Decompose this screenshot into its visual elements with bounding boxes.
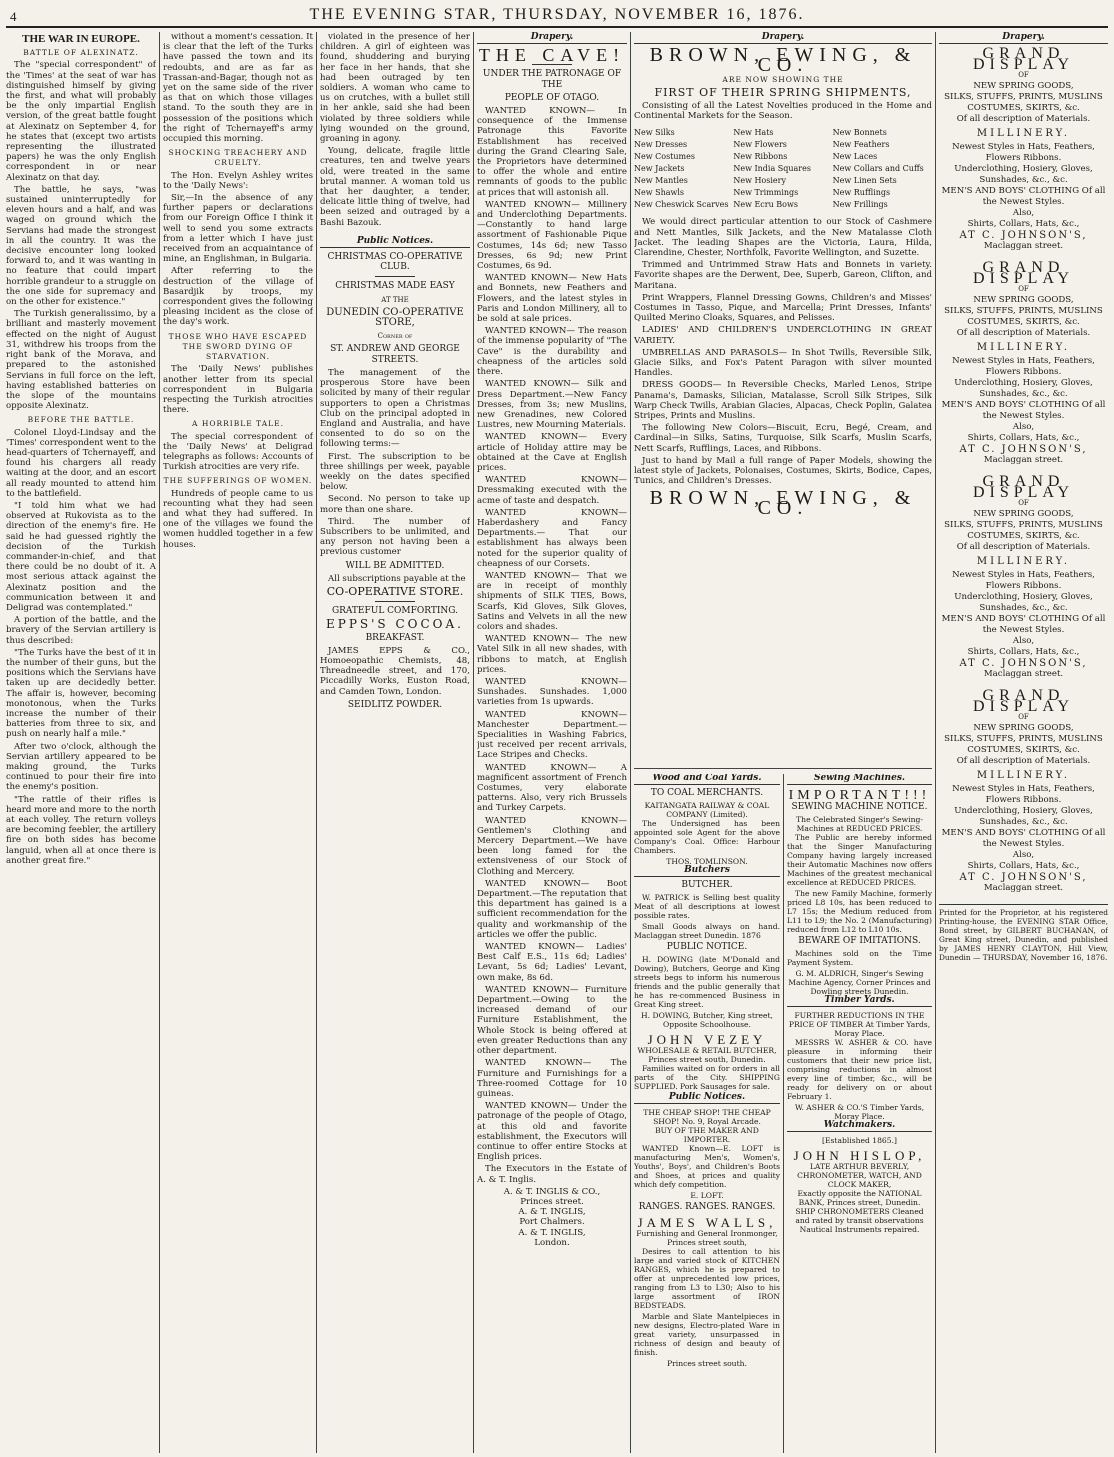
atrocity-paragraph: The Hon. Evelyn Ashley writes to the 'Daily News': [163,170,313,191]
wanted-known: WANTED KNOWN— The reason of the immense popularity of "The Cave" is the durability and cheapness of the articles sold there. [477,326,627,378]
brown-ewing-paragraph: We would direct particular attention to our Stock of Cashmere and Nett Mantles, Silk Jackets, and the New Matalasse Cloth Jacket. The leading Shapes are the Victoria, Laura, Hilda, Clarendine, Chester, Northfolk, Favorite Wellington, and Suzette. [634,217,932,259]
column-brown-ewing [634,32,932,767]
xmas-title: CHRISTMAS CO-OPERATIVE CLUB. [327,252,463,273]
grand-display-atc: AT C. JOHNSON'S, [959,658,1088,670]
atrocity-paragraph: After referring to the destruction of the village of Basardjik by troops, my correspondent gives the following pleasing incident as the close of the day's work. [163,266,313,328]
grand-display-under: Underclothing, Hosiery, Gloves, Sunshades, &c., &c. [954,378,1093,400]
grand-display-shirts: Shirts, Collars, Hats, &c., [967,219,1080,230]
ad-title: JOHN HISLOP, [793,1148,926,1163]
grand-display-shirts: Shirts, Collars, Hats, &c., [967,647,1080,658]
brown-ewing-paragraph: Just to hand by Mail a full range of Paper Models, showing the latest style of Jackets, Polonaises, Costumes, Skirts, Bodice, Capes, Tunics, and Children's Dresses. [634,455,932,487]
ad-signature: H. DOWING, Butcher, King street, Opposite Schoolhouse. [641,1011,773,1029]
column-coal-butchers [634,774,780,1453]
ad-title: JOHN VEZEY [647,1032,767,1047]
ad-line: Princes street south. [667,1359,747,1368]
grand-display-all: Of all description of Materials. [956,114,1091,125]
wanted-known: WANTED KNOWN— Dressmaking executed with the acme of taste and despatch. [477,475,627,506]
cave-patronage: PEOPLE OF OTAGO. [504,92,600,103]
brown-ewing-paragraph: DRESS GOODS— In Reversible Checks, Marled Lenos, Stripe Panama's, Damasks, Silician, Matalasse, Scroll Silk Stripes, Silk Warp Check Twills, Arabian Glacies, Alpacas, Check Poplin, Galatea Stripes, Prints and Muslins. [634,380,932,422]
ad-line: The Celebrated Singer's Sewing-Machines at REDUCED PRICES. [796,815,923,833]
ad-paragraph: Desires to call attention to his large and varied stock of KITCHEN RANGES, which he is prepared to offer at unprecedented low prices, ranging from L3 to L30; Also to his large assortment of IRON BEDSTEADS. [634,1247,780,1310]
grand-display-mill: MILLINERY. [976,770,1071,782]
section-heading: Public Notices. [320,236,470,248]
section-heading: Wood and Coal Yards. [634,774,780,785]
novelty-item: New Jackets [634,164,685,174]
grand-display-gd: GRAND DISPLAY [972,45,1075,74]
section-heading: Drapery. [939,32,1108,44]
grand-display-gd: GRAND DISPLAY [972,259,1075,288]
imprint: Printed for the Proprietor, at his registered Printing-house, the EVENING STAR Office, Bond street, by GILBERT BUCHANAN, of Great King street, Dunedin, and published by JAMES HENRY CLAYTON, Hill View, Dunedin — THURSDAY, November 16, 1876. [939,904,1108,962]
xmas-line: AT THE [381,295,409,304]
grand-display-under: Underclothing, Hosiery, Gloves, Sunshades, &c., &c. [954,164,1093,186]
ad-signature: E. LOFT. [690,1191,724,1200]
wanted-known: WANTED KNOWN— That we are in receipt of monthly shipments of SILK TIES, Bows, Scarfs, Kid Gloves, Silk Gloves, Satins and Velvets in all the new colors and shades. [477,570,627,632]
masthead-title: THE EVENING STAR, THURSDAY, NOVEMBER 16, 1876. [309,6,805,23]
ad-signature: THOS. TOMLINSON. [666,857,748,866]
grand-display-nsg: NEW SPRING GOODS, [973,295,1074,306]
ad-title: PUBLIC NOTICE. [666,942,748,952]
grand-display-silks: SILKS, STUFFS, PRINTS, MUSLINS COSTUMES, SKIRTS, &c. [944,92,1103,114]
brown-ewing-paragraph: Print Wrappers, Flannel Dressing Gowns, Children's and Misses' Costumes in Tasso, Pique, and Marcella; Print Dresses, Infants' Quilted Merino Cloaks, Squares, and Pelisses. [634,292,932,324]
ad-title: JAMES WALLS, [637,1215,777,1230]
wanted-known: WANTED KNOWN— A magnificent assortment of French Costumes, very elaborate patterns. Also, very rich Brussels and Turkey Carpets. [477,762,627,814]
grand-display-all: Of all description of Materials. [956,542,1091,553]
novelty-item: New Linen Sets [832,176,897,186]
column-rule [159,32,160,1453]
grand-display-mac: Maclaggan street. [983,669,1064,680]
ad-line: LATE ARTHUR BEVERLY, CHRONOMETER, WATCH, AND CLOCK MAKER, [797,1162,922,1189]
signature: A. & T. INGLIS, [518,1207,586,1218]
grand-display-all: Of all description of Materials. [956,328,1091,339]
grand-display-nsg: NEW SPRING GOODS, [973,723,1074,734]
ad-title: RANGES. RANGES. RANGES. [638,1202,776,1212]
ad-paragraph: Machines sold on the Time Payment System. [787,949,932,967]
section-heading: Sewing Machines. [787,774,932,785]
brown-ewing-paragraph: The following New Colors—Biscuit, Ecru, Begé, Cream, and Cardinal—in Silks, Satins, Turquoise, Silk Scarfs, Muslin Scarfs, Nett Scarfs, Rufflings, Laces, and Ribbons. [634,423,932,454]
grand-display-also: Also, [1012,208,1035,219]
grand-display-of: OF [1018,499,1029,508]
ad-line: THE CHEAP SHOP! THE CHEAP SHOP! No. 9, Royal Arcade. [643,1108,771,1126]
grand-display-newest: Newest Styles in Hats, Feathers, Flowers Ribbons. [952,570,1095,592]
seidlitz-title: SEIDLITZ POWDER. [347,699,443,710]
columns [6,28,1108,1453]
cocoa-address: JAMES EPPS & CO., Homoeopathic Chemists, 48, Threadneedle street, and 170, Piccadilly Works, Euston Road, and Camden Town, London. [320,645,470,697]
ad-title: SEWING MACHINE NOTICE. [791,802,928,812]
ad-paragraph: H. DOWING (late M'Donald and Dowing), Butchers, George and King streets begs to inform his numerous friends and the public generally that he has re-commenced Business in Great King street. [634,955,780,1009]
ad-title: IMPORTANT!!! [788,788,931,803]
wanted-known: WANTED KNOWN— In consequence of the Immense Patronage this Favorite Establishment has received during the Grand Clearing Sale, the Proprietors have determined to offer the whole and entire remnants of goods to the public at prices that will astonish all. [477,106,627,198]
ad-line: SHIP CHRONOMETERS Cleaned and rated by transit observations Nautical Instruments repaired. [795,1207,924,1234]
atrocity-paragraph: Young, delicate, fragile little creatures, ten and twelve years old, were treated in the same brutal manner. A woman told us that her daughter, a tender, delicate little thing of twelve, had been seized and outraged by a Bashi Bazouk. [320,146,470,228]
wanted-known: WANTED KNOWN— Gentlemen's Clothing and Mercery Department.—We have been long famed for the extensiveness of our Stock of Clothing and Mercery. [477,815,627,877]
column-rule [783,774,784,1453]
column-rule [473,32,474,1453]
xmas-line: Corner of [377,332,413,341]
grand-display-also: Also, [1012,422,1035,433]
grand-display-shirts: Shirts, Collars, Hats, &c., [967,433,1080,444]
novelty-item: New Hosiery [733,176,786,186]
grand-display-all: Of all description of Materials. [956,756,1091,767]
ad-title: BUTCHER. [681,880,733,890]
column-rule [630,32,631,1453]
atrocity-paragraph: without a moment's cessation. It is clear that the left of the Turks have passed the town and its redoubts, and are as far as Trassan-and-Bagar, though not as yet on the same side of the river as that on which those villages stand. To the south they are in possession of the positions which the right of Tchernayeff's army occupied this morning. [163,32,313,145]
grand-display-block [939,473,1108,680]
wanted-known: WANTED KNOWN— Haberdashery and Fancy Departments.— That our establishment has always been noted for the superior quality of cheapness of our Corsets. [477,507,627,569]
section-heading: Timber Yards. [787,996,932,1007]
atrocity-subhead: SHOCKING TREACHERY AND CRUELTY. [168,148,308,168]
grand-display-mill: MILLINERY. [976,128,1071,140]
wanted-known: WANTED KNOWN— The Furniture and Furnishings for a Three-roomed Cottage for 10 guineas. [477,1058,627,1099]
war-paragraph: A portion of the battle, and the bravery of the Servian artillery is thus described: [6,615,156,646]
grand-display-shirts: Shirts, Collars, Hats, &c., [967,861,1080,872]
column-sewing-timber [787,774,932,1453]
grand-display-silks: SILKS, STUFFS, PRINTS, MUSLINS COSTUMES, SKIRTS, &c. [944,734,1103,756]
grand-display-newest: Newest Styles in Hats, Feathers, Flowers Ribbons. [952,142,1095,164]
cocoa-line: BREAKFAST. [365,632,425,643]
grand-display-mac: Maclaggan street. [983,883,1064,894]
section-heading: Butchers [634,866,780,877]
column-public-notices [320,32,470,1453]
brown-ewing-title: BROWN, EWING, & CO. [649,486,917,519]
novelty-item: New Frillings [832,200,888,210]
novelty-item: New Costumes [634,152,695,162]
grand-display-mens: MEN'S AND BOYS' CLOTHING Of all the Newest Styles. [941,186,1106,208]
ad-line: FURTHER REDUCTIONS IN THE PRICE OF TIMBER At Timber Yards, Moray Place. [788,1011,931,1038]
war-paragraph: The Turkish generalissimo, by a brilliant and masterly movement effected on the night of August 31, withdrew his troops from the right bank of the Morava, and prepared to the astonished Servians in full force on the left, having established batteries on the slope of the mountains opposite Alexinatz. [6,309,156,412]
ad-paragraph: Small Goods always on hand. Maclaggan street Dunedin. 1876 [634,922,780,940]
signature: A. & T. INGLIS, [518,1227,586,1238]
wanted-known: WANTED KNOWN— Boot Department.—The reputation that this department has gained is a sufficient recommendation for the quality and workmanship of the articles we offer the public. [477,878,627,940]
wanted-known: WANTED KNOWN— Under the patronage of the people of Otago, at this old and favorite establishment, the Executors will continue to offer entire Stocks at English prices. [477,1101,627,1163]
cocoa-title: EPPS'S COCOA. [326,617,464,632]
grand-display-nsg: NEW SPRING GOODS, [973,509,1074,520]
page-number: 4 [10,9,19,24]
atrocity-paragraph: Hundreds of people came to us recounting what they had seen and what they had suffered. In one of the villages we found the women huddled together in a few houses. [163,488,313,550]
section-heading: Drapery. [477,32,627,44]
grand-display-silks: SILKS, STUFFS, PRINTS, MUSLINS COSTUMES, SKIRTS, &c. [944,306,1103,328]
column-grand-display [939,32,1108,1453]
signature: Port Chalmers. [519,1217,585,1228]
brown-ewing-line: ARE NOW SHOWING THE [722,74,844,84]
ad-title: TO COAL MERCHANTS. [650,788,764,798]
novelties-column [733,127,832,211]
war-paragraph: After two o'clock, although the Servian artillery appeared to be making ground, the Turks continued to pour their fire into the enemy's position. [6,741,156,793]
signature: A. & T. INGLIS & CO., [503,1186,601,1197]
war-paragraph: The battle, he says, "was sustained uninterruptedly for eleven hours and a half, and was waged on ground which the Servians had made the strongest in all the country. It was the decisive encounter long looked forward to, and it was wanting in no feature that could impart horrible grandeur to a struggle on the one side for supremacy and on the other for existence." [6,184,156,308]
divider [375,276,415,277]
novelties-column [833,127,932,211]
grand-display-nsg: NEW SPRING GOODS, [973,81,1074,92]
cocoa-line: GRATEFUL COMFORTING. [331,606,459,617]
novelty-item: New Rufflings [832,188,891,198]
war-paragraph: "I told him what we had observed at Rukovista as to the direction of the enemy's fire. He said he had guessed rightly the decision of the Turkish commander-in-chief, and that there could be no doubt of it. A most serious attack against the Alexinatz position and the communication between it and Deligrad was contemplated." [6,500,156,613]
atrocity-subhead: THOSE WHO HAVE ESCAPED THE SWORD DYING OF STARVATION. [168,331,308,362]
ad-line: [Established 1865.] [822,1136,897,1145]
xmas-paragraph: First. The subscription to be three shillings per week, payable weekly on the dates specified below. [320,451,470,493]
grand-display-atc: AT C. JOHNSON'S, [959,230,1088,242]
brown-ewing-paragraph: Consisting of all the Latest Novelties produced in the Home and Continental Markets for the Season. [634,101,932,122]
wanted-known: WANTED KNOWN— Ladies' Best Calf E.S., 11s 6d; Ladies' Levant, 5s 6d; Ladies' Levant, own make, 8s 6d. [477,942,627,983]
xmas-line: CHRISTMAS MADE EASY [335,281,455,292]
wanted-known: WANTED KNOWN— Sunshades. Sunshades. 1,000 varieties from 1s upwards. [477,676,627,708]
xmas-admitted: WILL BE ADMITTED. [345,560,445,571]
brown-ewing-line: FIRST OF THEIR SPRING SHIPMENTS, [654,85,912,99]
xmas-paragraph: Third. The number of Subscribers to be unlimited, and any person not having been a previous customer [320,516,470,558]
grand-display-of: OF [1018,713,1029,722]
grand-display-ads [939,45,1108,894]
grand-display-gd: GRAND DISPLAY [972,687,1075,716]
war-subhead: BATTLE OF ALEXINATZ. [23,48,139,58]
novelty-item: New Ecru Bows [733,200,798,210]
grand-display-mens: MEN'S AND BOYS' CLOTHING Of all the Newest Styles. [941,614,1106,636]
section-heading: Drapery. [634,32,932,44]
xmas-store: CO-OPERATIVE STORE. [326,584,464,598]
brown-ewing-paragraph: Trimmed and Untrimmed Straw Hats and Bonnets in variety. Favorite shapes are the Derwent, Dee, Superb, Gareon, Clifton, and Maritana. [634,260,932,291]
grand-display-block [939,259,1108,466]
section-heading: Public Notices. [634,1093,780,1104]
war-headline: THE WAR IN EUROPE. [22,33,140,45]
grand-display-newest: Newest Styles in Hats, Feathers, Flowers Ribbons. [952,784,1095,806]
section-divider [634,768,932,769]
grand-display-newest: Newest Styles in Hats, Feathers, Flowers Ribbons. [952,356,1095,378]
ad-signature: W. ASHER & CO.'S Timber Yards, Moray Place. [794,1103,924,1121]
ad-paragraph: MESSRS W. ASHER & CO. have pleasure in informing their customers that their new price list, comprising reductions in almost every line of timber, &c., will be ready for delivery on or about February 1. [787,1038,932,1101]
grand-display-also: Also, [1012,636,1035,647]
novelty-item: New India Squares [733,164,811,174]
signature: Princes street. [520,1196,584,1207]
grand-display-block [939,687,1108,894]
novelty-item: New Collars and Cuffs [832,164,924,174]
grand-display-mac: Maclaggan street. [983,241,1064,252]
ad-paragraph: WANTED Known—E. LOFT is manufacturing Men's, Women's, Youths', Boys', and Children's Boots and Shoes, at prices and quality which defy competition. [634,1144,780,1189]
grand-display-atc: AT C. JOHNSON'S, [959,872,1088,884]
novelties-column [634,127,733,211]
novelty-item: New Flowers [733,140,787,150]
xmas-line: ST. ANDREW AND GEORGE STREETS. [330,344,460,365]
wanted-known: WANTED KNOWN— Manchester Department.—Specialities in Washing Fabrics, just received per recent arrivals, Lace Stripes and Checks. [477,709,627,761]
brown-ewing-title: BROWN, EWING, & CO. [649,44,917,77]
ad-paragraph: The Public are hereby informed that the Singer Manufacturing Company having largely increased their Automatic Machines now offers Machines of the greatest mechanical excellence at REDUCED PRICES. [787,833,932,887]
column-atrocities [163,32,313,1453]
grand-display-block [939,45,1108,252]
novelty-item: New Ribbons [733,152,788,162]
ad-line: Furnishing and General Ironmonger, Princes street south, [636,1229,778,1247]
brown-ewing-paragraph: UMBRELLAS AND PARASOLS— In Shot Twills, Reversible Silk, Glacie Silks, and Fox's Patent Paragon with silver mounted Handles. [634,347,932,379]
novelties-list [634,127,932,211]
ad-line: WHOLESALE & RETAIL BUTCHER, Princes street south, Dunedin. [637,1046,777,1064]
grand-display-mens: MEN'S AND BOYS' CLOTHING Of all the Newest Styles. [941,400,1106,422]
executors-note: The Executors in the Estate of A. & T. Inglis. [477,1164,627,1185]
atrocity-subhead: THE SUFFERINGS OF WOMEN. [163,476,313,486]
novelty-item: New Bonnets [832,128,887,138]
grand-display-of: OF [1018,285,1029,294]
grand-display-silks: SILKS, STUFFS, PRINTS, MUSLINS COSTUMES, SKIRTS, &c. [944,520,1103,542]
grand-display-mens: MEN'S AND BOYS' CLOTHING Of all the Newest Styles. [941,828,1106,850]
novelty-item: New Mantles [634,176,688,186]
grand-display-mill: MILLINERY. [976,556,1071,568]
atrocity-paragraph: Sir,—In the absence of any further papers or declarations from our Foreign Office I think it well to send you some extracts from a letter which I have just received from an acquaintance of mine, an Englishman, in Bulgaria. [163,193,313,265]
grand-display-also: Also, [1012,850,1035,861]
wanted-known: WANTED KNOWN— The new Vatel Silk in all new shades, with ribbons to match, at English prices. [477,634,627,675]
ad-title: BEWARE OF IMITATIONS. [798,936,921,946]
xmas-store: DUNEDIN CO-OPERATIVE STORE, [326,306,464,329]
grand-display-gd: GRAND DISPLAY [972,473,1075,502]
ad-line: BUY OF THE MAKER AND IMPORTER. [655,1126,759,1144]
column-rule [316,32,317,1453]
ad-paragraph: Marble and Slate Mantelpieces in new designs, Electro-plated Ware in great variety, unsurpassed in richness of design and beauty of finish. [634,1312,780,1357]
war-subhead: BEFORE THE BATTLE. [27,415,135,425]
grand-display-under: Underclothing, Hosiery, Gloves, Sunshades, &c., &c. [954,592,1093,614]
grand-display-of: OF [1018,71,1029,80]
cave-patronage: UNDER THE PATRONAGE OF THE [482,69,622,90]
war-paragraph: "The Turks have the best of it in the number of their guns, but the positions which the Servians have taken up are decidedly better. The affair is, however, becoming monotonous, when the Turks increase the number of their batteries from three to six, and push on nearly half a mile." [6,647,156,740]
signature: London. [534,1237,570,1248]
war-paragraph: The "special correspondent" of the 'Times' at the seat of war has distinguished himself by giving the first, and what will probably be the only impartial English version, of the great battle fought at Alexinatz on September 4, for he states that (except two artists representing the illustrated papers) he was the only English correspondent in or near Alexinatz on that day. [6,60,156,183]
masthead [6,4,1108,28]
wanted-known: WANTED KNOWN— Every article of Holiday attire may be obtained at the Cave at English prices. [477,432,627,473]
ad-signature: G. M. ALDRICH, Singer's Sewing Machine Agency, Corner Princes and Dowling streets Dunedin. [788,969,931,996]
wanted-known: WANTED KNOWN— Furniture Department.—Owing to the increased demand of our Furniture Establishment, the Whole Stock is being offered at even greater Reductions than any other department. [477,984,627,1057]
wanted-known: WANTED KNOWN— Silk and Dress Department.—New Fancy Dresses, from 3s; new Muslins, new Grenadines, new Colored Lustres, new Mourning Materials. [477,379,627,431]
xmas-paragraph: All subscriptions payable at the [328,573,466,584]
atrocity-paragraph: violated in the presence of her children. A girl of eighteen was found, shuddering and burying her face in her hands, that she had been outraged by ten soldiers. A woman who came to us on crutches, with a bullet still in her ankle, said she had been violated by three soldiers while lying wounded on the ground, groaning in agony. [320,32,470,145]
grand-display-mac: Maclaggan street. [983,455,1064,466]
ad-paragraph: Families waited on for orders in all parts of the City. SHIPPING SUPPLIED. Pork Sausages for sale. [634,1064,780,1091]
novelty-item: New Silks [634,128,675,138]
column-the-cave [477,32,627,1453]
ad-paragraph: The Undersigned has been appointed sole Agent for the above Company's Coal. Office: Harbour Chambers. [634,819,780,855]
ad-line: KAITANGATA RAILWAY & COAL COMPANY (Limited). [644,801,770,819]
novelty-item: New Feathers [832,140,890,150]
war-paragraph: "The rattle of their rifles is heard more and more to the north at each volley. The return volleys are becoming feebler, the artillery fire on both sides has become languid, when all at once there is another great fire." [6,794,156,866]
atrocity-paragraph: The special correspondent of the 'Daily News' at Deligrad telegraphs as follows: Accounts of Turkish atrocities are very rife. [163,431,313,473]
novelty-item: New Cheswick Scarves [634,200,729,210]
wanted-known: WANTED KNOWN— New Hats and Bonnets, new Feathers and Flowers, and the latest styles in Paris and London Millinery, all to be sold at sale prices. [477,273,627,325]
grand-display-under: Underclothing, Hosiery, Gloves, Sunshades, &c., &c. [954,806,1093,828]
wanted-known: WANTED KNOWN— Millinery and Underclothing Departments. —Constantly to hand large assortment of Fashionable Pique Costumes, 14s 6d; new Tasso Dresses, 6s 9d; new Print Costumes, 6s 9d. [477,199,627,272]
column-war-news [6,32,156,1453]
novelty-item: New Laces [832,152,878,162]
column-rule [935,32,936,1453]
novelty-item: New Hats [733,128,774,138]
xmas-paragraph: Second. No person to take up more than one share. [320,494,470,515]
cave-title: THE CAVE! [478,45,626,66]
atrocity-subhead: A HORRIBLE TALE. [192,419,284,429]
ad-paragraph: W. PATRICK is Selling best quality Meat of all descriptions at lowest possible rates. [634,893,780,920]
xmas-paragraph: The management of the prosperous Store have been solicited by many of their regular supporters to open a Christmas Club on the principal adopted in England and Australia, and have consented to do so on the following terms:— [320,367,470,450]
novelty-item: New Trimmings [733,188,799,198]
novelty-item: New Dresses [634,140,688,150]
divider [375,601,415,602]
grand-display-mill: MILLINERY. [976,342,1071,354]
atrocity-paragraph: The 'Daily News' publishes another letter from its special correspondent in Bulgaria respecting the Turkish atrocities there. [163,364,313,416]
ad-line: Exactly opposite the NATIONAL BANK, Princes street, Dunedin. [797,1189,922,1207]
ad-paragraph: The new Family Machine, formerly priced L8 10s, has been reduced to L7 15s; the Medium reduced from L11 to L9; the No. 2 (Manufacturing) reduced from L12 to L10 10s. [787,889,932,934]
brown-ewing-paragraph: LADIES' AND CHILDREN'S UNDERCLOTHING IN GREAT VARIETY. [634,325,932,346]
novelty-item: New Shawls [634,188,685,198]
war-paragraph: Colonel Lloyd-Lindsay and the 'Times' correspondent went to the head-quarters of Tchernayeff, and found his chargers all ready waiting at the door, and an escort all ready mounted to attend him to the battlefield. [6,427,156,499]
grand-display-atc: AT C. JOHNSON'S, [959,444,1088,456]
section-heading: Watchmakers. [787,1121,932,1132]
